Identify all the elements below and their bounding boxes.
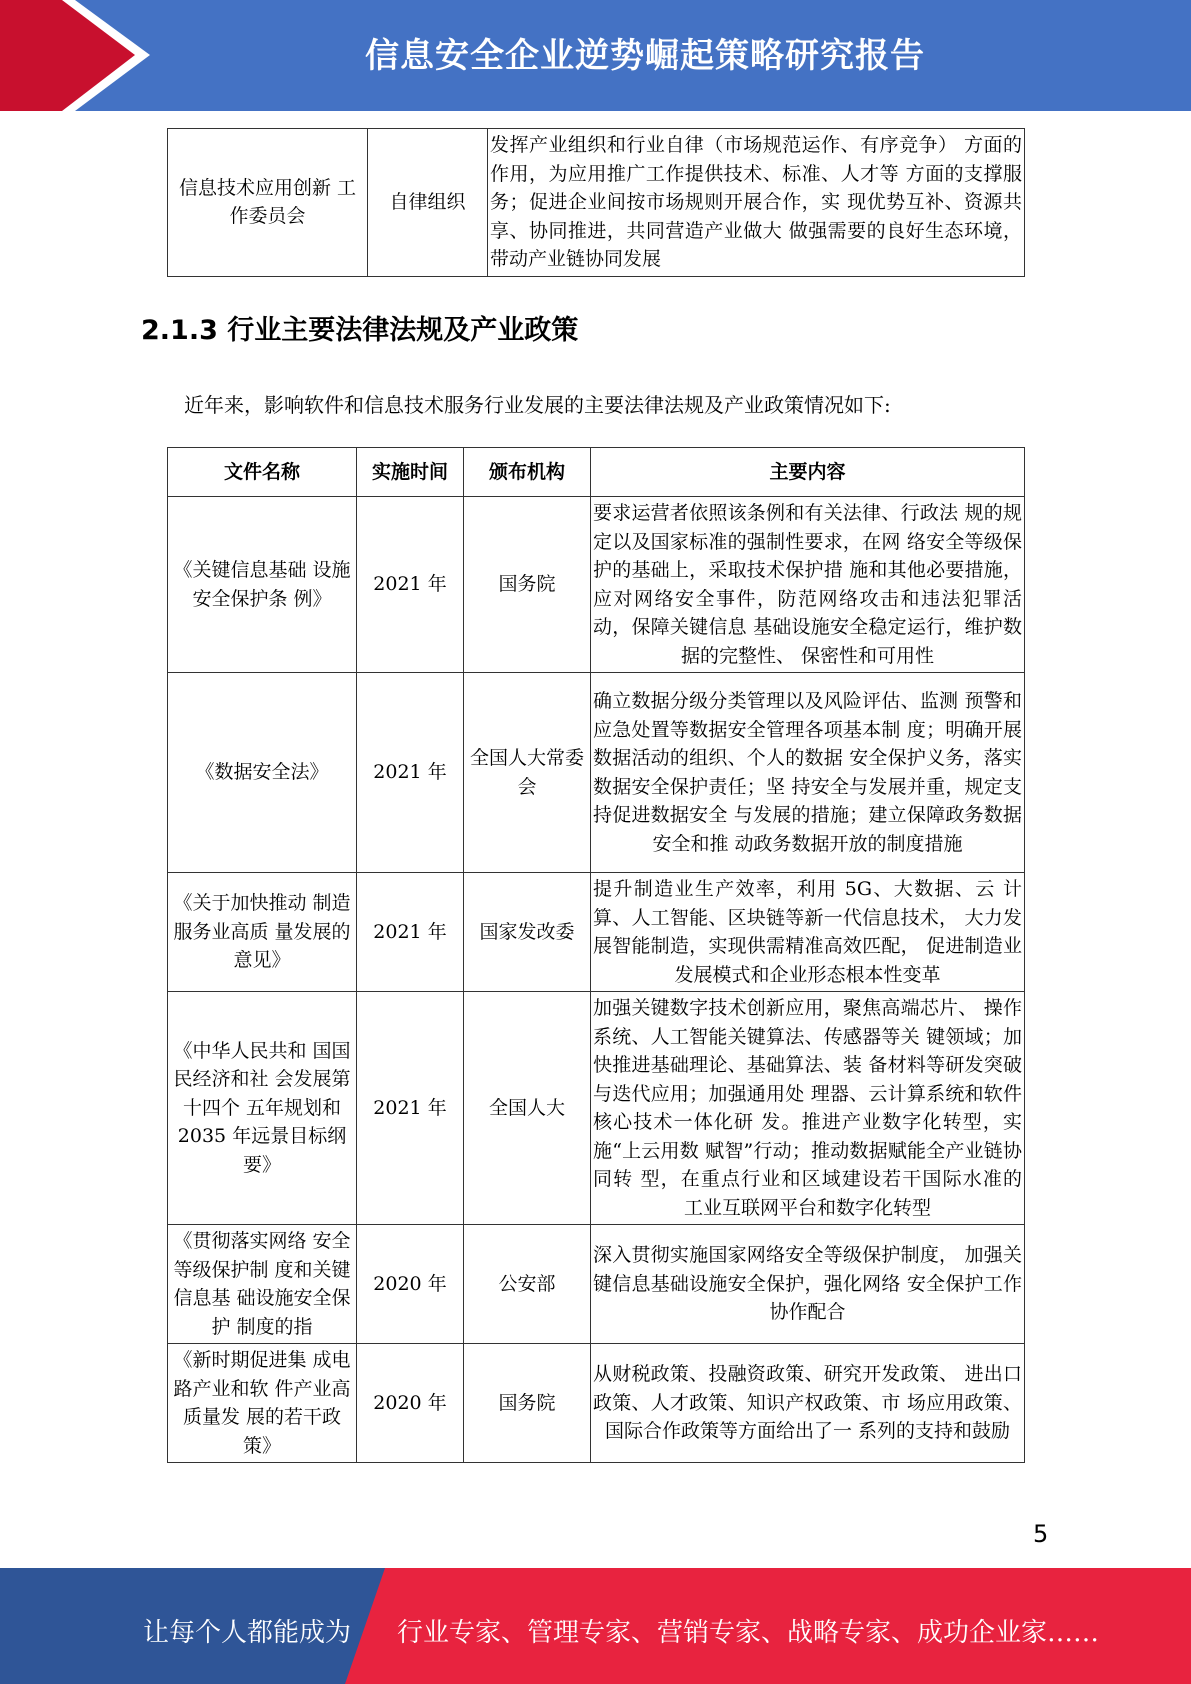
- doc-name-cell: 《关键信息基础 设施安全保护条 例》: [168, 497, 357, 673]
- doc-name-cell: 《中华人民共和 国国民经济和社 会发展第十四个 五年规划和 2035 年远景目标纲要》: [168, 992, 357, 1225]
- table-row: [168, 497, 1025, 673]
- doc-content-cell: 要求运营者依照该条例和有关法律、行政法 规的规定以及国家标准的强制性要求，在网 络安全等级保护的基础上，采取技术保护措 施和其他必要措施，应对网络安全事件，防范网络攻击和违法犯罪活动，保障关键信息 基础设施安全稳定运行，维护数据的完整性、 保密性和可用性: [591, 497, 1025, 673]
- column-header-agency: 颁布机构: [464, 448, 591, 497]
- doc-date-cell: 2020 年: [357, 1225, 464, 1344]
- doc-content-cell: 确立数据分级分类管理以及风险评估、监测 预警和应急处置等数据安全管理各项基本制 度；明确开展数据活动的组织、个人的数据 安全保护义务，落实数据安全保护责任；坚 持安全与发展并重，规定支持促进数据安全 与发展的措施；建立保障政务数据安全和推 动政务数据开放的制度措施: [591, 673, 1025, 873]
- policy-table: [167, 447, 1025, 1463]
- doc-agency-cell: 公安部: [464, 1225, 591, 1344]
- org-type-cell: 自律组织: [368, 129, 488, 277]
- footer-slogan-left: 让每个人都能成为: [143, 1618, 352, 1648]
- column-header-content: 主要内容: [591, 448, 1025, 497]
- org-content-cell: 发挥产业组织和行业自律（市场规范运作、有序竞争） 方面的作用，为应用推广工作提供技术、标准、人才等 方面的支撑服务；促进企业间按市场规则开展合作，实 现优势互补、资源共享、协同推进，共同营造产业做大 做强需要的良好生态环境，带动产业链协同发展: [488, 129, 1025, 277]
- table-row: [168, 873, 1025, 992]
- page-header: [0, 0, 1191, 111]
- table-row: [168, 1344, 1025, 1463]
- doc-name-cell: 《数据安全法》: [168, 673, 357, 873]
- doc-name-cell: 《新时期促进集 成电路产业和软 件产业高质量发 展的若干政策》: [168, 1344, 357, 1463]
- page-footer: [0, 1568, 1191, 1684]
- doc-name-cell: 《贯彻落实网络 安全等级保护制 度和关键信息基 础设施安全保护 制度的指: [168, 1225, 357, 1344]
- doc-content-cell: 深入贯彻实施国家网络安全等级保护制度， 加强关键信息基础设施安全保护，强化网络 安全保护工作协作配合: [591, 1225, 1025, 1344]
- column-header-name: 文件名称: [168, 448, 357, 497]
- table-row: [168, 992, 1025, 1225]
- doc-date-cell: 2021 年: [357, 873, 464, 992]
- doc-content-cell: 加强关键数字技术创新应用，聚焦高端芯片、 操作系统、人工智能关键算法、传感器等关 键领域；加快推进基础理论、基础算法、装 备材料等研发突破与迭代应用；加强通用处 理器、云计算系统和软件核心技术一体化研 发。推进产业数字化转型，实施“上云用数 赋智”行动；推动数据赋能全产业链协同转 型，在重点行业和区域建设若干国际水准的 工业互联网平台和数字化转型: [591, 992, 1025, 1225]
- intro-paragraph: 近年来，影响软件和信息技术服务行业发展的主要法律法规及产业政策情况如下:: [184, 393, 891, 417]
- column-header-date: 实施时间: [357, 448, 464, 497]
- page-number: 5: [1033, 1520, 1049, 1548]
- doc-name-cell: 《关于加快推动 制造服务业高质 量发展的意见》: [168, 873, 357, 992]
- table-row: [168, 1225, 1025, 1344]
- doc-agency-cell: 国家发改委: [464, 873, 591, 992]
- doc-date-cell: 2021 年: [357, 992, 464, 1225]
- doc-agency-cell: 全国人大常委会: [464, 673, 591, 873]
- table-header-row: [168, 448, 1025, 497]
- table-row: [168, 129, 1025, 277]
- doc-date-cell: 2020 年: [357, 1344, 464, 1463]
- section-heading: 2.1.3 行业主要法律法规及产业政策: [141, 315, 579, 346]
- org-name-cell: 信息技术应用创新 工作委员会: [168, 129, 368, 277]
- footer-slogan-right: 行业专家、管理专家、营销专家、战略专家、成功企业家……: [397, 1618, 1100, 1648]
- org-table: [167, 128, 1025, 277]
- doc-date-cell: 2021 年: [357, 497, 464, 673]
- doc-agency-cell: 全国人大: [464, 992, 591, 1225]
- report-title: 信息安全企业逆势崛起策略研究报告: [365, 36, 925, 76]
- doc-content-cell: 提升制造业生产效率，利用 5G、大数据、云 计算、人工智能、区块链等新一代信息技术， 大力发展智能制造，实现供需精准高效匹配， 促进制造业发展模式和企业形态根本性变革: [591, 873, 1025, 992]
- doc-agency-cell: 国务院: [464, 1344, 591, 1463]
- doc-date-cell: 2021 年: [357, 673, 464, 873]
- doc-content-cell: 从财税政策、投融资政策、研究开发政策、 进出口政策、人才政策、知识产权政策、市 场应用政策、国际合作政策等方面给出了一 系列的支持和鼓励: [591, 1344, 1025, 1463]
- table-row: [168, 673, 1025, 873]
- doc-agency-cell: 国务院: [464, 497, 591, 673]
